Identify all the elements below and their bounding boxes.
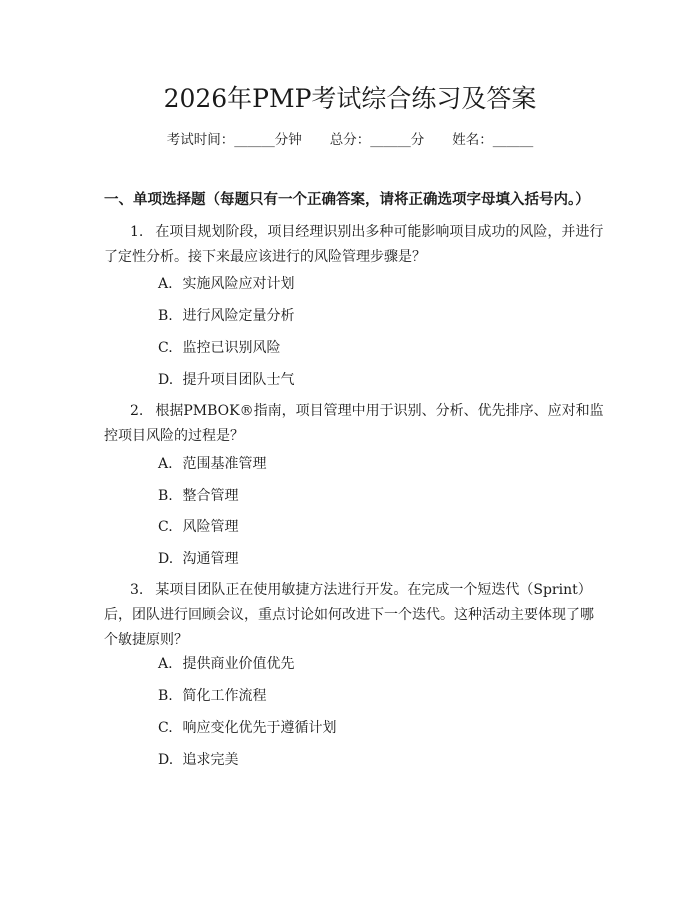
option-letter: B. xyxy=(158,688,173,704)
question-number: 1. xyxy=(130,224,144,240)
question-2 xyxy=(104,399,604,449)
question-3 xyxy=(104,578,604,653)
document-title: 2026年PMP考试综合练习及答案 xyxy=(163,84,537,113)
option-text: 整合管理 xyxy=(182,488,239,504)
option-text: 监控已识别风险 xyxy=(182,340,281,356)
exam-meta-line xyxy=(0,128,700,152)
section-heading-single-choice: 一、单项选择题（每题只有一个正确答案，请将正确选项字母填入括号内。） xyxy=(104,191,590,208)
question-text: 某项目团队正在使用敏捷方法进行开发。在完成一个短迭代（Sprint）后，团队进行回顾会议，重点讨论如何改进下一个迭代。这种活动主要体现了哪个敏捷原则？ xyxy=(104,582,594,648)
question-1-option-d xyxy=(158,369,598,391)
question-2-option-c xyxy=(158,516,598,538)
name-field: 姓名：______ xyxy=(452,132,534,148)
option-text: 风险管理 xyxy=(182,519,239,535)
option-letter: C. xyxy=(158,720,173,736)
question-1-option-c xyxy=(158,337,598,359)
option-text: 简化工作流程 xyxy=(182,688,267,704)
question-2-option-a xyxy=(158,453,598,475)
question-number: 2. xyxy=(130,403,144,419)
question-1-option-a xyxy=(158,273,598,295)
option-letter: D. xyxy=(158,752,174,768)
option-text: 进行风险定量分析 xyxy=(182,308,295,324)
option-letter: A. xyxy=(158,276,173,292)
option-text: 范围基准管理 xyxy=(182,456,267,472)
question-1 xyxy=(104,220,604,270)
question-2-option-d xyxy=(158,548,598,570)
exam-time-field: 考试时间：______分钟 xyxy=(166,132,302,148)
option-text: 提升项目团队士气 xyxy=(182,372,295,388)
option-text: 提供商业价值优先 xyxy=(182,656,295,672)
option-letter: A. xyxy=(158,656,173,672)
question-number: 3. xyxy=(130,582,144,598)
option-letter: A. xyxy=(158,456,173,472)
option-letter: D. xyxy=(158,551,174,567)
option-text: 实施风险应对计划 xyxy=(182,276,295,292)
option-letter: B. xyxy=(158,488,173,504)
option-text: 响应变化优先于遵循计划 xyxy=(182,720,337,736)
option-text: 追求完美 xyxy=(182,752,239,768)
option-letter: C. xyxy=(158,519,173,535)
total-score-field: 总分：______分 xyxy=(329,132,425,148)
question-text: 根据PMBOK®指南，项目管理中用于识别、分析、优先排序、应对和监控项目风险的过程是？ xyxy=(104,403,604,444)
question-3-option-c xyxy=(158,717,598,739)
option-letter: C. xyxy=(158,340,173,356)
question-2-option-b xyxy=(158,485,598,507)
question-3-option-d xyxy=(158,749,598,771)
question-3-option-b xyxy=(158,685,598,707)
option-text: 沟通管理 xyxy=(182,551,239,567)
option-letter: D. xyxy=(158,372,174,388)
question-text: 在项目规划阶段，项目经理识别出多种可能影响项目成功的风险，并进行了定性分析。接下来最应该进行的风险管理步骤是？ xyxy=(104,224,604,265)
question-3-option-a xyxy=(158,653,598,675)
option-letter: B. xyxy=(158,308,173,324)
question-1-option-b xyxy=(158,305,598,327)
